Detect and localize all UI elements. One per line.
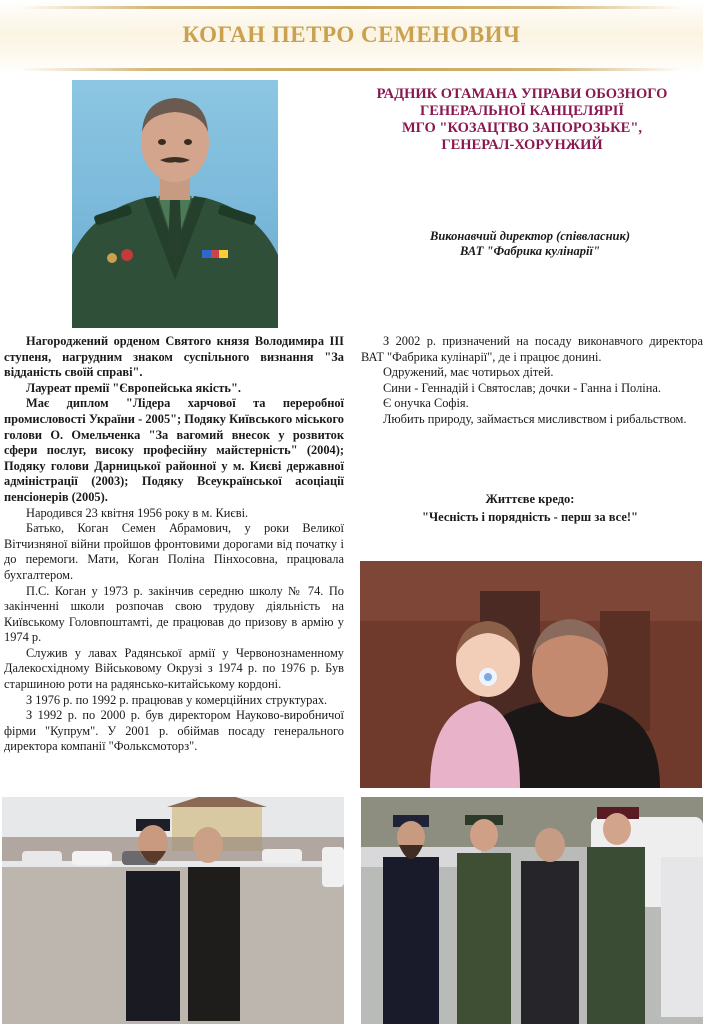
header-top-rule — [20, 6, 683, 9]
life-credo — [360, 490, 700, 526]
executive-title — [360, 229, 700, 259]
biography-left-column — [4, 334, 344, 755]
biography-right-column — [361, 334, 703, 428]
bio-paragraph: Батько, Коган Семен Абрамович, у роки Великої Вітчизняної війни пройшов фронтовими дорогами від початку і до перемоги. Мати, Коган Поліна Пінхосовна, працювала бухгалтером. — [4, 521, 344, 582]
bio-paragraph: П.С. Коган у 1973 р. закінчив середню школу № 74. По закінченні школи розпочав свою трудову діяльність на Київському Головпоштамті, де працював до призову в армію у 1974 р. — [4, 583, 344, 645]
header-bottom-rule — [20, 68, 683, 71]
group-photo — [361, 797, 703, 1024]
bio-paragraph: З 2002 р. призначений на посаду виконавчого директора ВАТ "Фабрика кулінарії", де і працює донині. — [361, 334, 703, 364]
bio-paragraph: Любить природу, займається мисливством і рибальством. — [383, 411, 687, 426]
executive-company: ВАТ "Фабрика кулінарії" — [460, 244, 600, 258]
portrait-photo — [72, 80, 278, 328]
bio-paragraph: Одружений, має чотирьох дітей. — [383, 365, 554, 380]
award-paragraph: Лауреат премії "Європейська якість". — [26, 380, 241, 395]
bio-paragraph: Служив у лавах Радянської армії у Червонознаменному Далекосхідному Військовому Окрузі з 1974 р. по 1976 р. Був старшиною роти на радянсько-китайському кордоні. — [4, 645, 344, 692]
outdoor-photo — [2, 797, 344, 1024]
position-line: ГЕНЕРАЛЬНОЇ КАНЦЕЛЯРІЇ — [420, 103, 624, 119]
credo-text: "Чесність і порядність - перш за все!" — [422, 510, 638, 524]
page-title: КОГАН ПЕТРО СЕМЕНОВИЧ — [182, 22, 521, 47]
executive-line: Виконавчий директор (співвласник) — [430, 229, 630, 243]
position-title — [352, 86, 692, 154]
bio-paragraph: Народився 23 квітня 1956 року в м. Києві. — [26, 505, 249, 520]
position-line: ГЕНЕРАЛ-ХОРУНЖИЙ — [441, 137, 603, 153]
bio-paragraph: З 1976 р. по 1992 р. працював у комерційних структурах. — [26, 692, 328, 707]
bio-paragraph: Є онучка Софія. — [383, 396, 469, 411]
bio-paragraph: З 1992 р. по 2000 р. був директором Науково-виробничої фірми "Купрум". У 2001 р. обіймав посаду генерального директора компанії "Фольксмоторз". — [4, 708, 344, 754]
position-line: РАДНИК ОТАМАНА УПРАВИ ОБОЗНОГО — [376, 86, 668, 102]
credo-heading: Життєве кредо: — [485, 492, 575, 506]
position-line: МГО "КОЗАЦТВО ЗАПОРОЗЬКЕ", — [401, 120, 643, 136]
family-photo — [360, 561, 702, 788]
award-paragraph: Нагороджений орденом Святого князя Володимира III ступеня, нагрудним знаком суспільного визнання "За відданість своїй справі". — [4, 334, 344, 380]
bio-paragraph: Сини - Геннадій і Святослав; дочки - Ганна і Поліна. — [383, 380, 661, 395]
award-paragraph: Має диплом "Лідера харчової та переробної промисловості України - 2005"; Подяку Київського міського голови О. Омельченка "За вагомий внесок у розвиток сфери послуг, високу професійну майстерність" (2004); Подяку голови Дарницької районної у м. Києві державної адміністрації (2003); Подяку Всеукраїнської асоціації пенсіонерів (2005). — [4, 396, 344, 504]
